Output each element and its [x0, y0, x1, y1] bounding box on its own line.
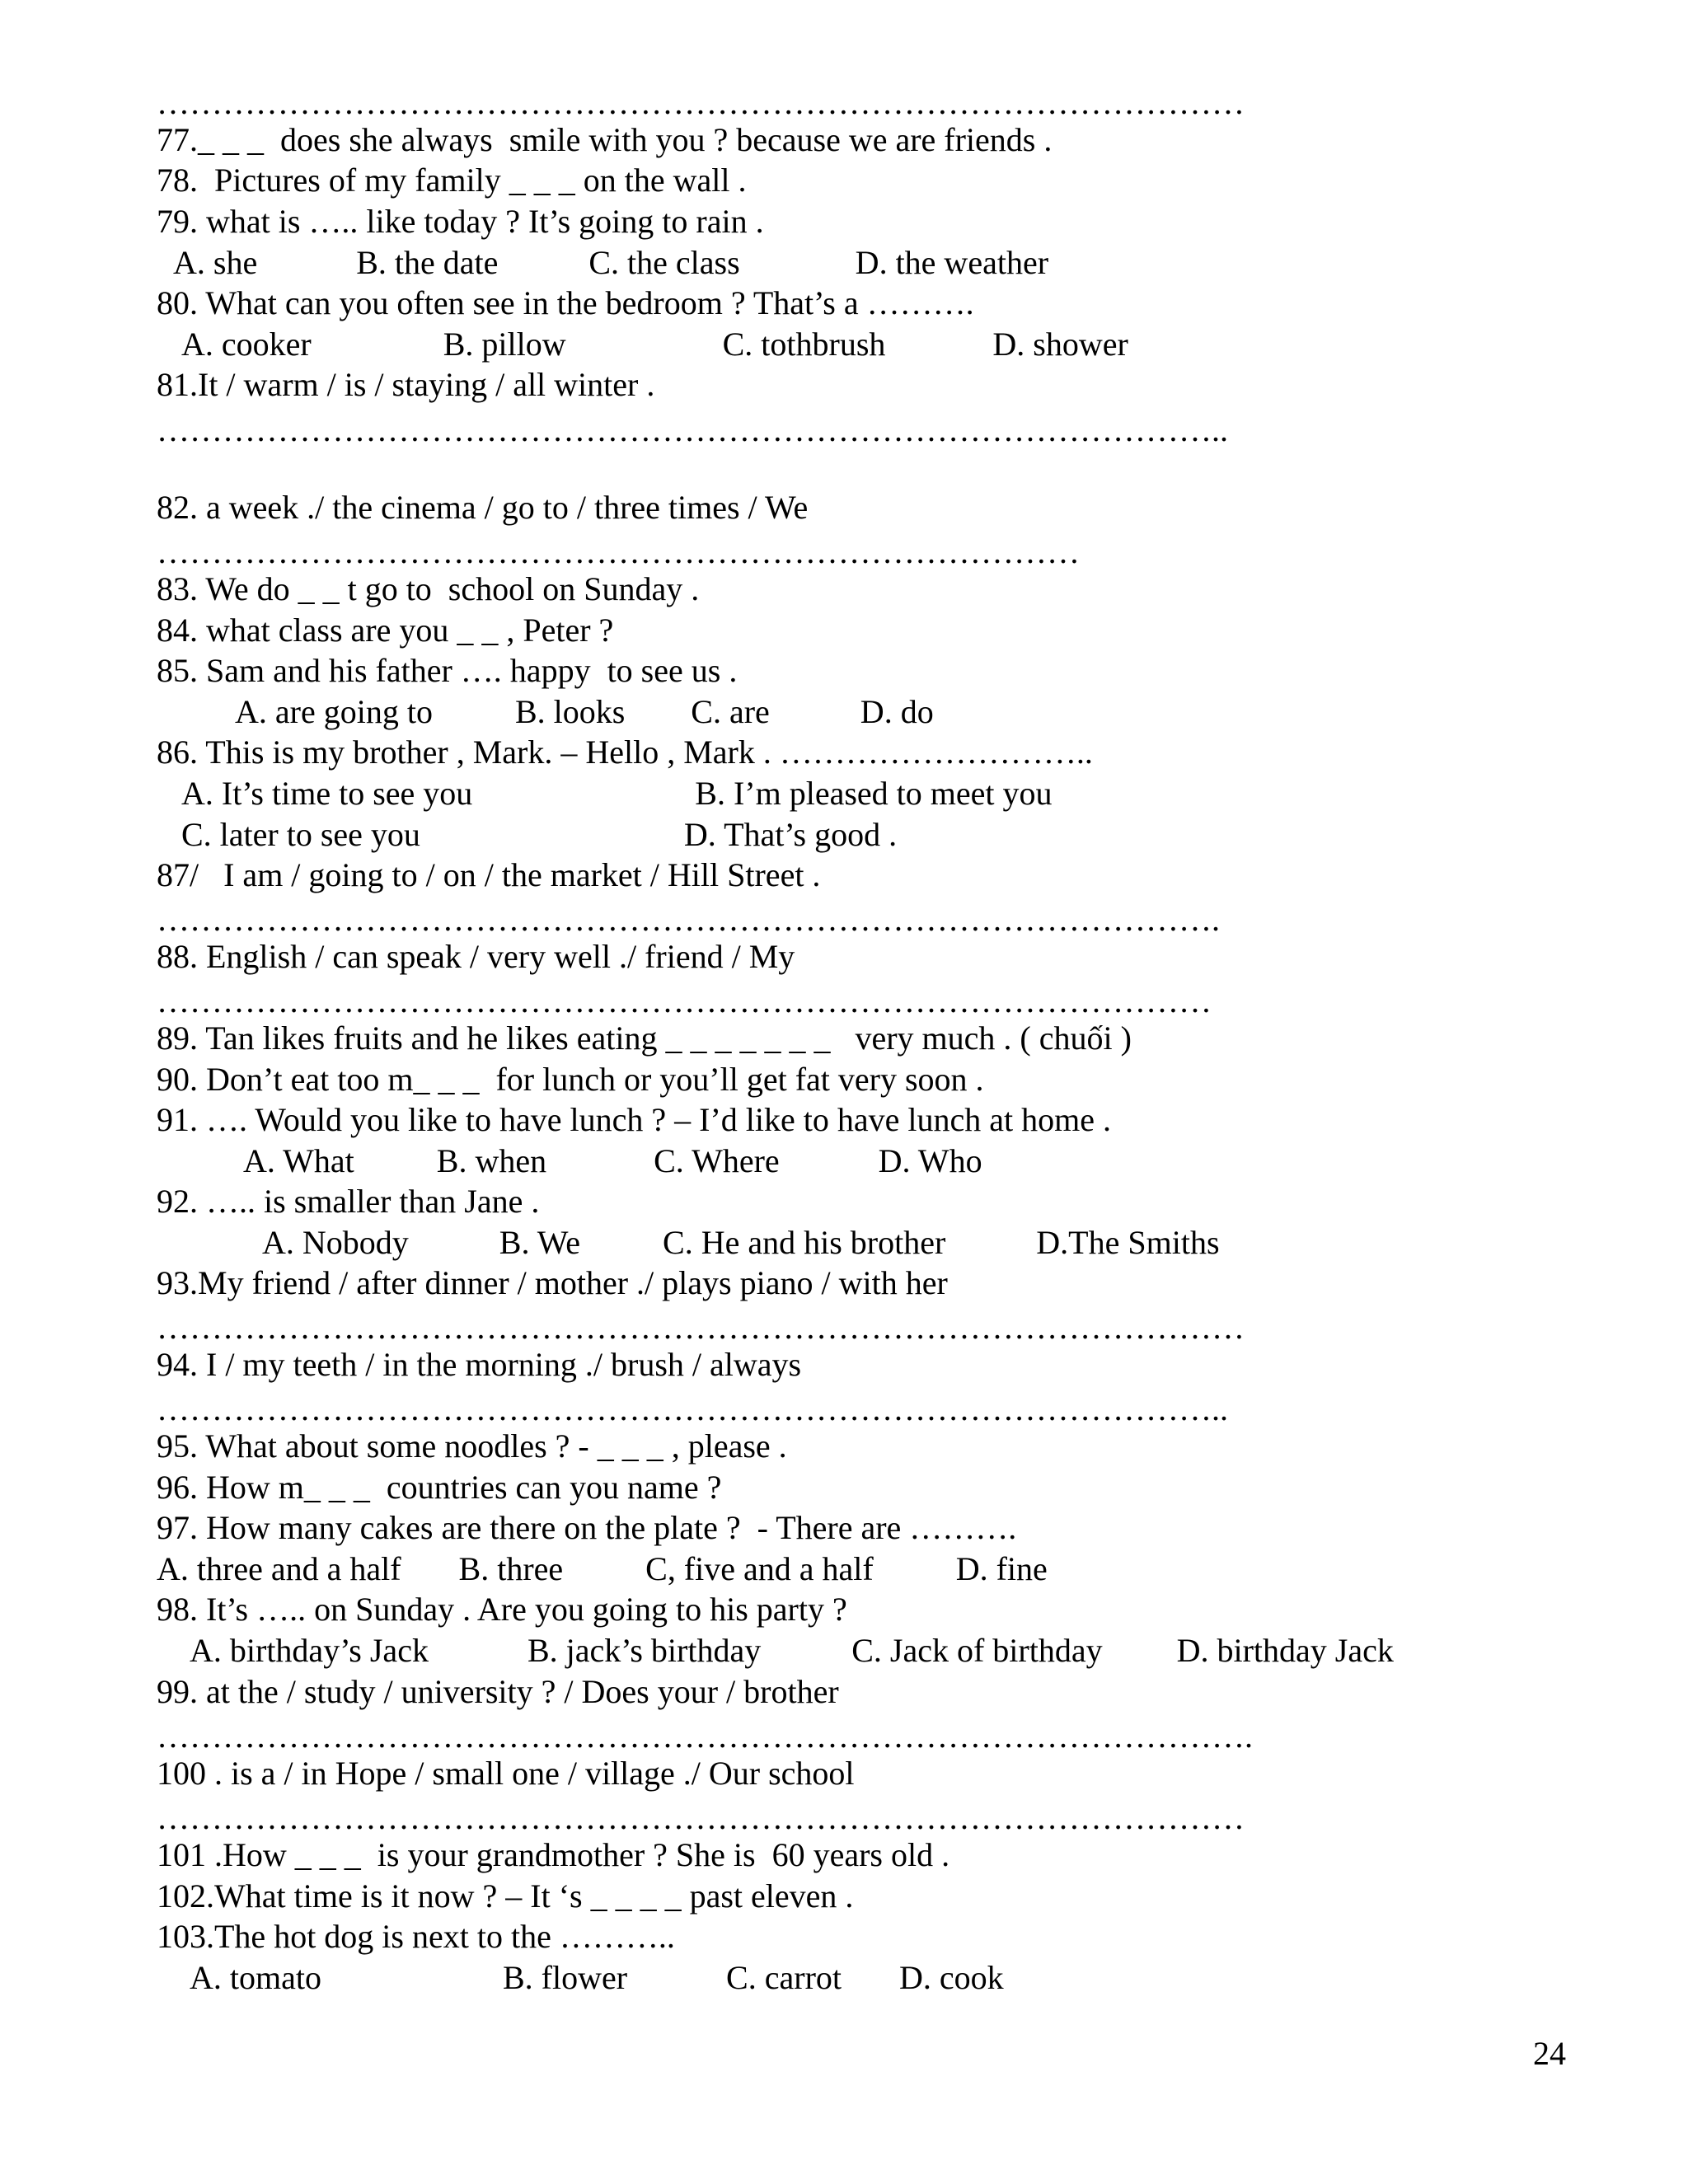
question-84: 84. what class are you _ _ , Peter ? — [157, 612, 614, 649]
question-81: 81.It / warm / is / staying / all winter . — [157, 366, 655, 403]
options-86-row-1: A. It’s time to see you B. I’m pleased to meet you — [181, 775, 1053, 812]
question-89: 89. Tan likes fruits and he likes eating _ _ _ _ _ _ _ very much . ( chuối ) — [157, 1019, 1132, 1057]
answer-line: ……………………………………………………………………………………… — [157, 1309, 1245, 1346]
answer-line: …………………………………………………………………………………… — [157, 982, 1212, 1019]
question-85: 85. Sam and his father …. happy to see us . — [157, 652, 738, 689]
options-85: A. are going to B. looks C. are D. do — [235, 693, 934, 730]
question-92: 92. ….. is smaller than Jane . — [157, 1183, 540, 1220]
question-97: 97. How many cakes are there on the plate ? - There are ………. — [157, 1509, 1017, 1546]
question-95: 95. What about some noodles ? - _ _ _ , please . — [157, 1427, 787, 1465]
options-97: A. three and a half B. three C, five and a half D. fine — [157, 1550, 1048, 1587]
answer-line: ……………………………………………………………………………………. — [157, 901, 1220, 938]
question-77: 77._ _ _ does she always smile with you ? because we are friends . — [157, 121, 1053, 158]
question-101: 101 .How _ _ _ is your grandmother ? She is 60 years old . — [157, 1836, 950, 1873]
options-79: A. she B. the date C. the class D. the weather — [173, 244, 1049, 281]
question-93: 93.My friend / after dinner / mother ./ plays piano / with her — [157, 1264, 948, 1301]
options-98: A. birthday’s Jack B. jack’s birthday C. Jack of birthday D. birthday Jack — [190, 1632, 1394, 1669]
page-number: 24 — [1533, 2035, 1566, 2072]
question-103: 103.The hot dog is next to the ……….. — [157, 1918, 675, 1955]
options-103: A. tomato B. flower C. carrot D. cook — [190, 1959, 1004, 1996]
options-80: A. cooker B. pillow C. tothbrush D. shower — [181, 326, 1128, 363]
question-86: 86. This is my brother , Mark. – Hello , Mark . ……………………….. — [157, 733, 1093, 771]
answer-line: ……………………………………………………………………………………… — [157, 84, 1245, 121]
answer-line: …………………………………………………………………………………….. — [157, 411, 1228, 448]
question-102: 102.What time is it now ? – It ‘s _ _ _ _ past eleven . — [157, 1877, 854, 1915]
question-83: 83. We do _ _ t go to school on Sunday . — [157, 570, 700, 607]
answer-line: …………………………………………………………………………………….. — [157, 1390, 1228, 1427]
question-100: 100 . is a / in Hope / small one / village ./ Our school — [157, 1755, 855, 1792]
question-98: 98. It’s ….. on Sunday . Are you going to his party ? — [157, 1591, 847, 1628]
answer-line: ………………………………………………………………………… — [157, 533, 1080, 570]
question-91: 91. …. Would you like to have lunch ? – I’d like to have lunch at home . — [157, 1101, 1112, 1138]
question-94: 94. I / my teeth / in the morning ./ brush / always — [157, 1346, 802, 1383]
question-80: 80. What can you often see in the bedroom ? That’s a ………. — [157, 284, 974, 321]
options-91: A. What B. when C. Where D. Who — [243, 1142, 982, 1179]
options-86-row-2: C. later to see you D. That’s good . — [181, 816, 898, 853]
question-78: 78. Pictures of my family _ _ _ on the wall . — [157, 162, 747, 199]
question-82: 82. a week ./ the cinema / go to / three times / We — [157, 489, 809, 526]
answer-line: ……………………………………………………………………………………… — [157, 1799, 1245, 1836]
question-88: 88. English / can speak / very well ./ friend / My — [157, 938, 795, 975]
question-79: 79. what is ….. like today ? It’s going to rain . — [157, 203, 764, 240]
question-99: 99. at the / study / university ? / Does your / brother — [157, 1673, 839, 1710]
answer-line: ………………………………………………………………………………………. — [157, 1718, 1253, 1755]
question-96: 96. How m_ _ _ countries can you name ? — [157, 1469, 722, 1506]
question-87: 87/ I am / going to / on / the market / Hill Street . — [157, 856, 821, 893]
question-90: 90. Don’t eat too m_ _ _ for lunch or you’ll get fat very soon . — [157, 1061, 984, 1098]
options-92: A. Nobody B. We C. He and his brother D.The Smiths — [262, 1224, 1220, 1261]
